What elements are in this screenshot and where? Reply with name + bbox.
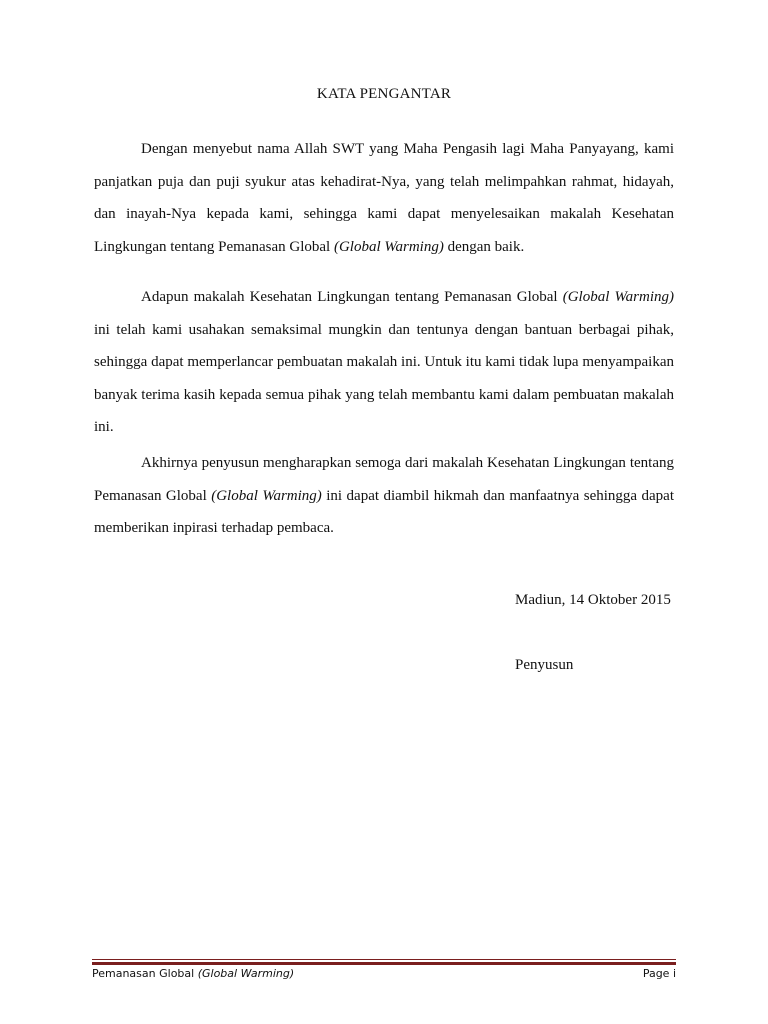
paragraph-3	[94, 447, 674, 545]
paragraph-1-italic: (Global Warming)	[333, 238, 444, 255]
paragraph-1-text-a: Dengan menyebut nama Allah SWT yang Maha Pengasih lagi Maha Panyayang, kami panjatkan puja dan puji syukur atas kehadirat-Nya, yang telah melimpahkan rahmat, hidayah, dan inayah-Nya kepada kami, sehingga kami dapat menyelesaikan makalah Kesehatan Lingkungan tentang Pemanasan Global	[94, 141, 674, 255]
author-label: Penyusun	[515, 657, 574, 673]
paragraph-3-text-a: Akhirnya penyusun mengharapkan semoga dari makalah Kesehatan Lingkungan tentang Pemanasan Global	[94, 455, 674, 504]
paragraph-2	[94, 281, 674, 444]
footer-title-italic: (Global Warming)	[197, 967, 295, 980]
page-number: Page i	[642, 967, 676, 980]
paragraph-1-text-b: dengan baik.	[443, 238, 525, 255]
footer-rule-thin	[92, 959, 676, 960]
paragraph-3-text-b: ini dapat diambil hikmah dan manfaatnya sehingga dapat memberikan inpirasi terhadap pembaca.	[94, 487, 674, 536]
place-date: Madiun, 14 Oktober 2015	[515, 592, 671, 608]
paragraph-2-italic: (Global Warming)	[562, 289, 674, 305]
paragraph-2-text-b: ini telah kami usahakan semaksimal mungkin dan tentunya dengan bantuan berbagai pihak, sehingga dapat memperlancar pembuatan makalah ini. Untuk itu kami tidak lupa menyampaikan banyak terima kasih kepada semua pihak yang telah membantu kami dalam pembuatan makalah ini.	[94, 321, 674, 435]
paragraph-3-italic: (Global Warming)	[211, 487, 322, 504]
footer-title	[92, 967, 294, 980]
footer-title-text: Pemanasan Global	[92, 967, 198, 980]
page-footer	[92, 967, 676, 980]
paragraph-1	[94, 133, 674, 263]
paragraph-2-text-a: Adapun makalah Kesehatan Lingkungan tentang Pemanasan Global	[141, 289, 563, 305]
page-title: KATA PENGANTAR	[316, 86, 452, 102]
footer-rule-thick	[92, 962, 676, 965]
